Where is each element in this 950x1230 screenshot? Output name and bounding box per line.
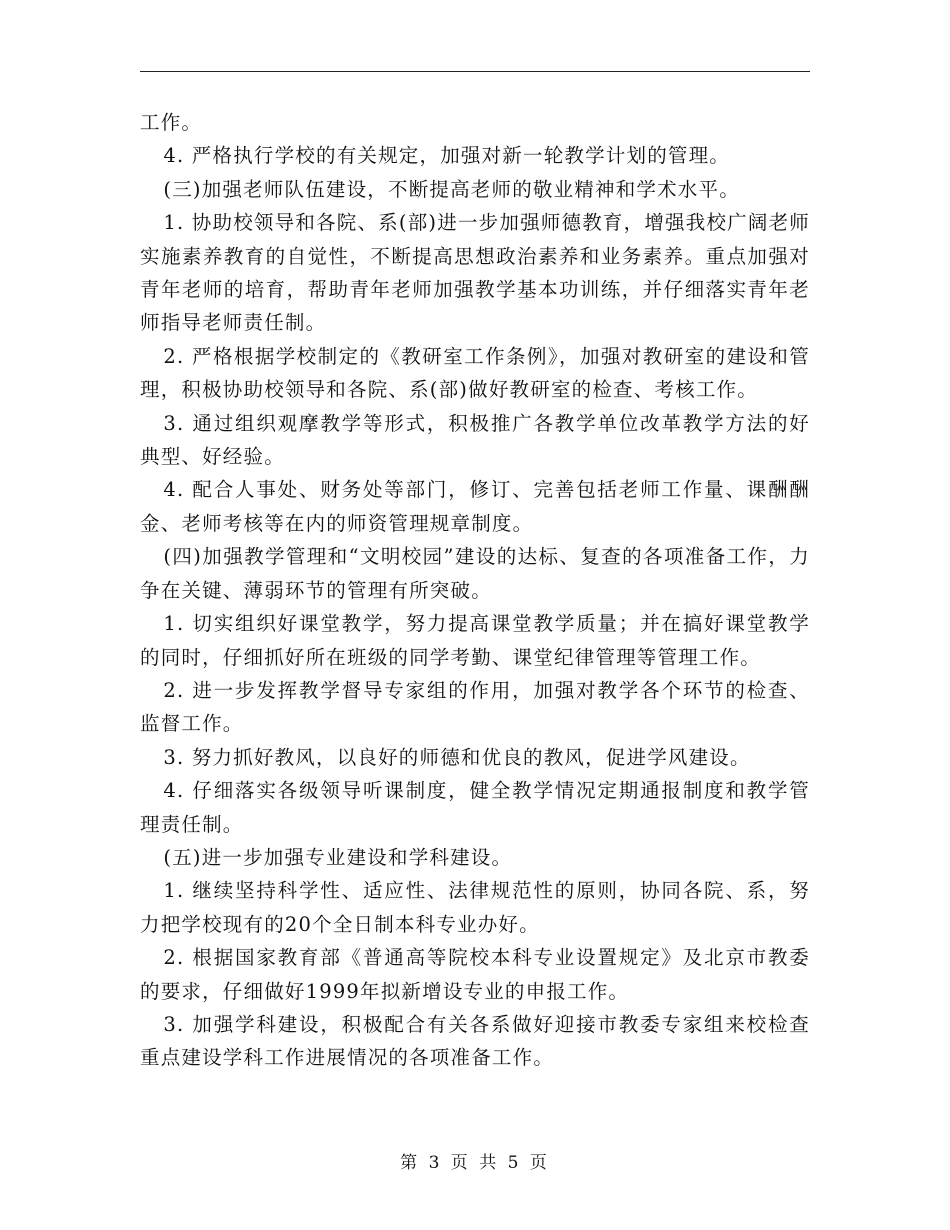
header-rule — [140, 71, 810, 72]
section-heading: (五)进一步加强专业建设和学科建设。 — [163, 845, 513, 869]
paragraph: 1. 继续坚持科学性、适应性、法律规范性的原则，协同各院、系，努力把学校现有的20个全日制本科专业办好。 — [140, 879, 810, 936]
page-number: 第 3 页 共 5 页 — [400, 1153, 550, 1173]
paragraph: 1. 协助校领导和各院、系(部)进一步加强师德教育，增强我校广阔老师实施素养教育的自觉性，不断提高思想政治素养和业务素养。重点加强对青年老师的培育，帮助青年老师加强教学基本功训练，并仔细落实青年老师指导老师责任制。 — [140, 211, 810, 335]
paragraph: 2. 严格根据学校制定的《教研室工作条例》，加强对教研室的建设和管理，积极协助校领导和各院、系(部)做好教研室的检查、考核工作。 — [140, 344, 810, 402]
paragraph: 工作。 — [140, 111, 203, 134]
section-heading: (四)加强教学管理和“文明校园”建设的达标、复查的各项准备工作，力争在关键、薄弱环节的管理有所突破。 — [140, 545, 810, 602]
paragraph: 3. 通过组织观摩教学等形式，积极推广各教学单位改革教学方法的好典型、好经验。 — [140, 411, 810, 469]
document-body — [140, 106, 810, 1075]
paragraph: 3. 努力抓好教风，以良好的师德和优良的教风，促进学风建设。 — [163, 745, 751, 769]
section-heading: (三)加强老师队伍建设，不断提高老师的敬业精神和学术水平。 — [163, 177, 740, 201]
paragraph: 4. 仔细落实各级领导听课制度，健全教学情况定期通报制度和教学管理责任制。 — [140, 779, 810, 836]
paragraph: 3. 加强学科建设，积极配合有关各系做好迎接市教委专家组来校检查重点建设学科工作进展情况的各项准备工作。 — [140, 1012, 810, 1070]
paragraph: 4. 严格执行学校的有关规定，加强对新一轮教学计划的管理。 — [163, 144, 730, 168]
paragraph: 1. 切实组织好课堂教学，努力提高课堂教学质量；并在搞好课堂教学的同时，仔细抓好所在班级的同学考勤、课堂纪律管理等管理工作。 — [140, 612, 810, 669]
paragraph: 4. 配合人事处、财务处等部门，修订、完善包括老师工作量、课酬酬金、老师考核等在内的师资管理规章制度。 — [140, 478, 810, 535]
paragraph: 2. 进一步发挥教学督导专家组的作用，加强对教学各个环节的检查、监督工作。 — [140, 678, 810, 736]
paragraph: 2. 根据国家教育部《普通高等院校本科专业设置规定》及北京市教委的要求，仔细做好1999年拟新增设专业的申报工作。 — [140, 946, 810, 1003]
